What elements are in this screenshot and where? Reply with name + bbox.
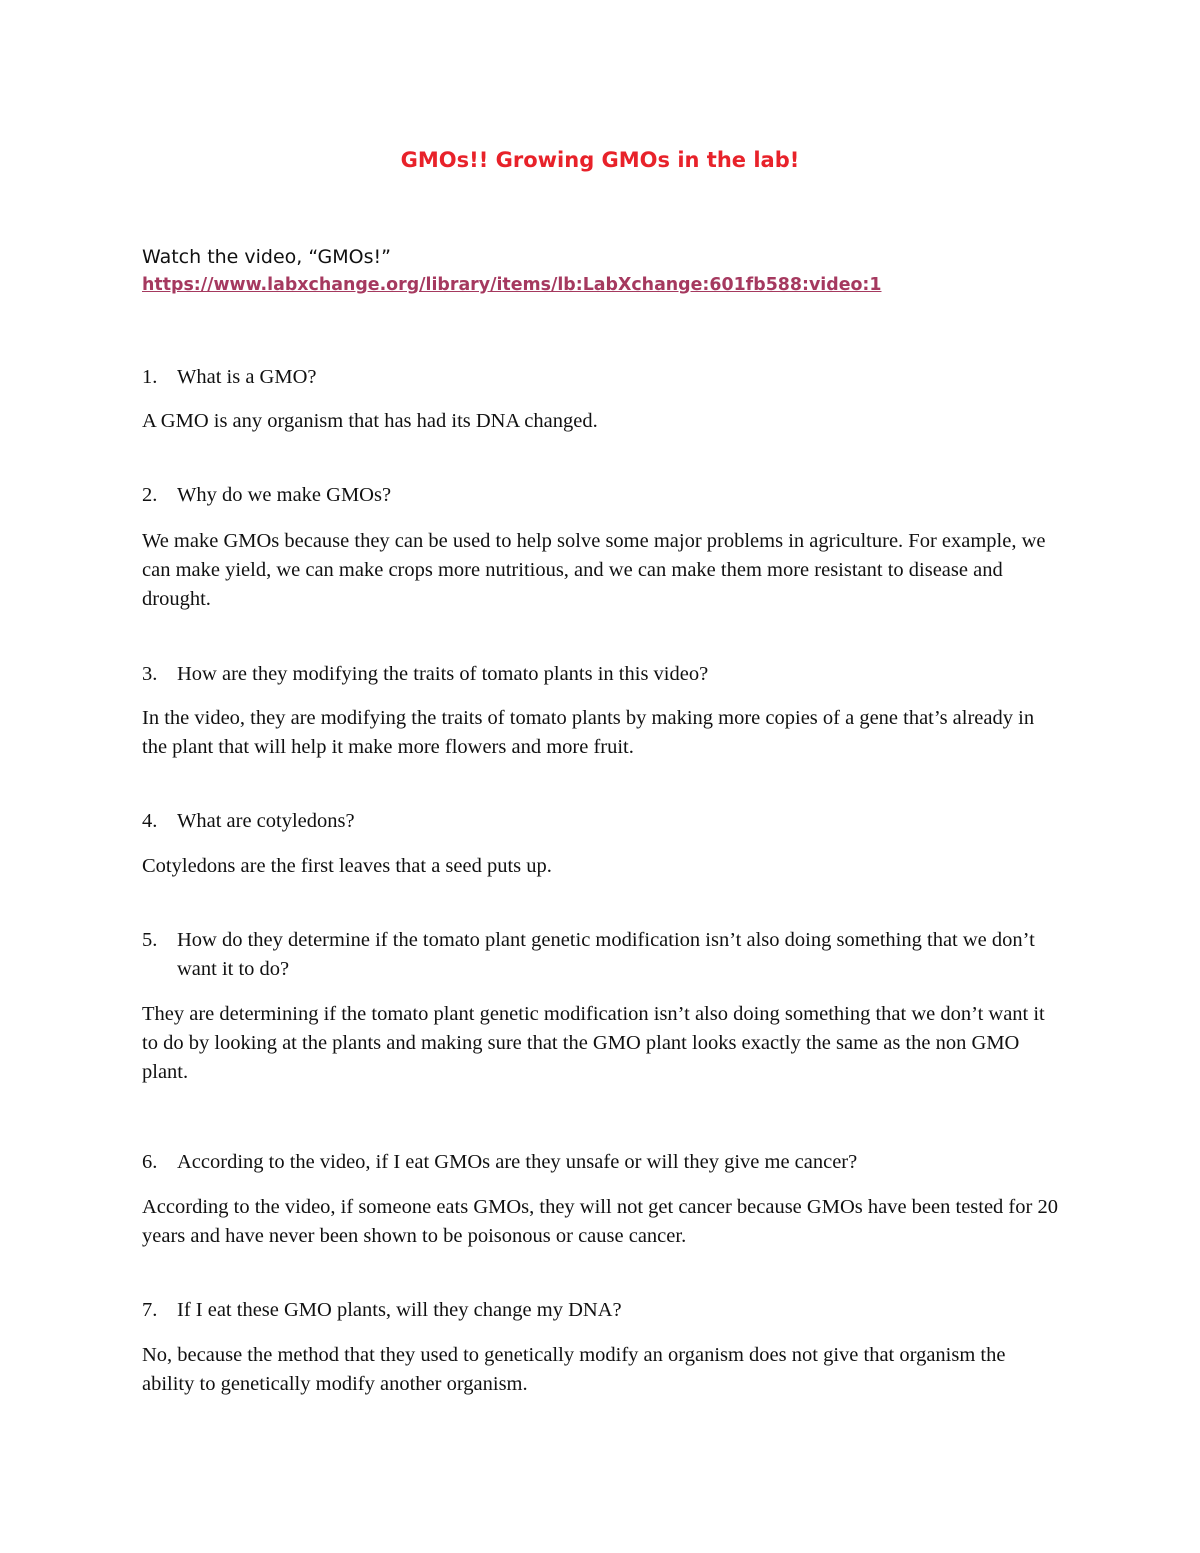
question-4 [142,807,1042,836]
question-text: What are cotyledons? [177,810,355,832]
question-3 [142,660,1042,689]
question-text: According to the video, if I eat GMOs are they unsafe or will they give me cancer? [177,1151,858,1173]
answer-2: We make GMOs because they can be used to help solve some major problems in agriculture. For example, we can make yield, we can make crops more nutritious, and we can make them more resistant to disease and drought. [142,530,1046,610]
question-1 [142,363,1042,392]
question-text: How do they determine if the tomato plant genetic modification isn’t also doing something that we don’t want it to do? [177,929,1035,980]
answer-6: According to the video, if someone eats GMOs, they will not get cancer because GMOs have been tested for 20 years and have never been shown to be poisonous or cause cancer. [142,1196,1058,1247]
question-number: 6. [142,1151,158,1173]
answer-3: In the video, they are modifying the traits of tomato plants by making more copies of a gene that’s already in the plant that will help it make more flowers and more fruit. [142,707,1035,758]
question-number: 1. [142,366,158,388]
question-text: Why do we make GMOs? [177,484,392,506]
answer-5: They are determining if the tomato plant genetic modification isn’t also doing something that we don’t want it to do by looking at the plants and making sure that the GMO plant looks exactly the same as the non GMO plant. [142,1003,1045,1083]
document-title: GMOs!! Growing GMOs in the lab! [400,148,800,172]
question-5 [142,926,1042,984]
answer-4: Cotyledons are the first leaves that a seed puts up. [142,855,552,877]
question-number: 4. [142,810,158,832]
question-text: What is a GMO? [177,366,317,388]
question-text: If I eat these GMO plants, will they change my DNA? [177,1299,622,1321]
watch-instruction: Watch the video, “GMOs!” [142,246,391,268]
question-number: 2. [142,484,158,506]
question-6 [142,1148,1042,1177]
answer-7: No, because the method that they used to genetically modify an organism does not give that organism the ability to genetically modify another organism. [142,1344,1006,1395]
question-number: 7. [142,1299,158,1321]
video-link[interactable]: https://www.labxchange.org/library/items/lb:LabXchange:601fb588:video:1 [142,275,882,295]
question-2 [142,481,1042,510]
question-7 [142,1296,1042,1325]
question-text: How are they modifying the traits of tomato plants in this video? [177,663,709,685]
answer-1: A GMO is any organism that has had its DNA changed. [142,410,598,432]
question-number: 5. [142,929,158,951]
question-number: 3. [142,663,158,685]
